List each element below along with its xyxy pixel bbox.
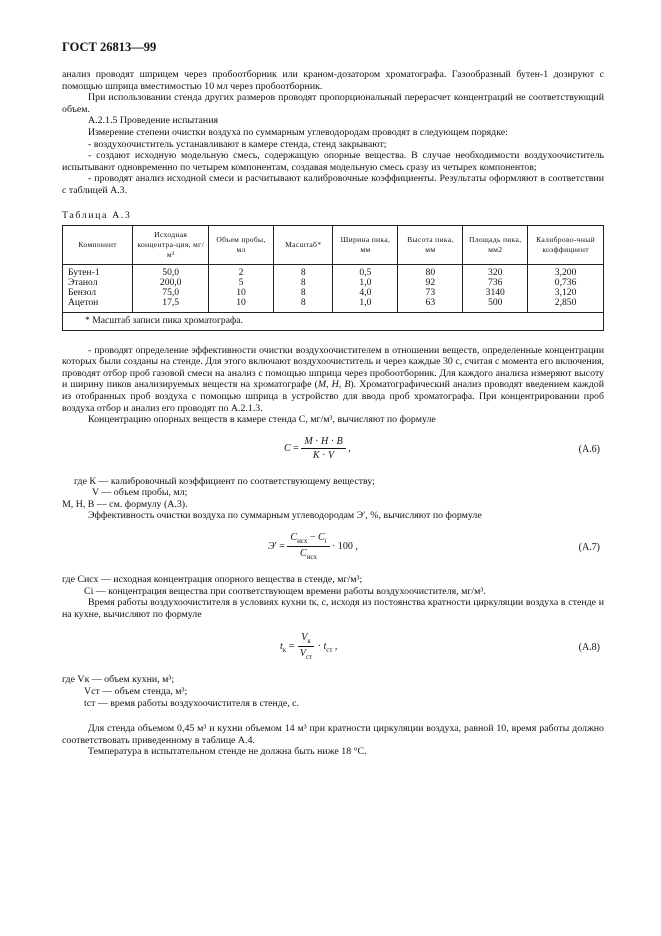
list-item: - воздухоочиститель устанавливают в камере стенда, стенд закрывают;	[88, 138, 387, 150]
table-cell: 3140	[463, 288, 528, 298]
where-clause: Ci — концентрация вещества при соответствующем времени работы воздухоочистителя, мг/м³.	[84, 585, 486, 597]
table-cell: 2	[209, 264, 274, 278]
table-cell: 8	[273, 264, 333, 278]
table-cell: 8	[273, 278, 333, 288]
where-clause: М, Н, В — см. формулу (А.3).	[62, 498, 188, 510]
column-header: Калиброво-чный коэффициент	[528, 225, 604, 264]
table-row	[63, 264, 604, 278]
column-header: Ширина пика, мм	[333, 225, 398, 264]
where-clause: tст — время работы воздухоочистителя в стенде, с.	[84, 697, 300, 709]
table-cell: 63	[398, 298, 463, 313]
table-cell: 92	[398, 278, 463, 288]
paragraph: Эффективность очистки воздуха по суммарным углеводородам Э′, %, вычисляют по формуле	[88, 510, 482, 522]
table-cell: Бензол	[63, 288, 133, 298]
list-item: - создают исходную модельную смесь, содержащую опорные вещества. В случае необходимости воздухоочиститель испытывают одновременно по четырем компонентам, создавая модельную смесь сразу из четырех компонентов;	[62, 150, 604, 173]
table-cell: 0,736	[528, 278, 604, 288]
table-cell: 500	[463, 298, 528, 313]
paragraph: Концентрацию опорных веществ в камере стенда С, мг/м³, вычисляют по формуле	[88, 414, 436, 426]
table-cell: 1,0	[333, 278, 398, 288]
table-cell: Этанол	[63, 278, 133, 288]
table-cell: 1,0	[333, 298, 398, 313]
table-header-row	[63, 225, 604, 264]
table-cell: 320	[463, 264, 528, 278]
formula-a7: Э′ = $\frac{C_{исх} - C_i}{C_{исх}}$ · 100 , (А.7)	[268, 532, 600, 562]
table-cell: 0,5	[333, 264, 398, 278]
column-header: Высота пика, мм	[398, 225, 463, 264]
paragraph: Температура в испытательном стенде не должна быть ниже 18 °С.	[88, 746, 367, 758]
column-header: Компонент	[63, 225, 133, 264]
column-header: Исходная концентра-ция, мг/м³	[133, 225, 209, 264]
table-caption: Таблица А.3	[62, 209, 132, 221]
table-cell: 8	[273, 288, 333, 298]
where-clause: где Vк — объем кухни, м³;	[62, 674, 175, 686]
list-item: - проводят анализ исходной смеси и расчитывают калибровочные коэффициенты. Результаты оформляют в соответствии с таблицей А.3.	[62, 173, 604, 196]
table-cell: 5	[209, 278, 274, 288]
formula-number: (А.7)	[578, 542, 600, 554]
table-cell: 75,0	[133, 288, 209, 298]
table-row	[63, 288, 604, 298]
table-cell: 10	[209, 298, 274, 313]
table-note: * Масштаб записи пика хроматографа.	[63, 313, 604, 330]
paragraph: - проводят определение эффективности очистки воздухоочистителем в отношении веществ, определенные концентрации которых были созданы на стенде. Для этого включают воздухоочиститель и через каждые 30 с, считая с момента его включения, проводят отбор проб газовой смеси на анализ с помощью шприца через пробоотборник. Для каждого анализа измеряют высоту и ширину пиков анализируемых веществ на хроматографе (М, Н, В). Хроматографический анализ проводят введением каждой из отобранных проб воздуха с помощью шприца в устройство для ввода проб хроматографа. При концентрировании проб воздуха отбор и анализ его проводят по А.2.1.3.	[62, 344, 604, 414]
column-header: Площадь пика, мм2	[463, 225, 528, 264]
where-clause: V — объем пробы, мл;	[92, 487, 188, 499]
table-cell: Ацетон	[63, 298, 133, 313]
table-cell: 17,5	[133, 298, 209, 313]
table-cell: Бутен-1	[63, 264, 133, 278]
table-cell: 2,850	[528, 298, 604, 313]
table-cell: 10	[209, 288, 274, 298]
table-cell: 3,200	[528, 264, 604, 278]
table-cell: 4,0	[333, 288, 398, 298]
paragraph: анализ проводят шприцем через пробоотборник или краном-дозатором хроматографа. Газообразный бутен-1 дозируют с помощью шприца вместимостью 10 мл через пробоотборник.	[62, 69, 604, 92]
where-clause: где К — калибровочный коэффициент по соответствующему веществу;	[74, 475, 375, 487]
table-cell: 3,120	[528, 288, 604, 298]
data-table	[62, 225, 604, 331]
section-heading: А.2.1.5 Проведение испытания	[88, 115, 219, 127]
where-clause: где Cисх — исходная концентрация опорного вещества в стенде, мг/м³;	[62, 574, 363, 586]
where-clause: Vст — объем стенда, м³;	[84, 686, 188, 698]
formula-number: (А.8)	[578, 642, 600, 654]
paragraph: Для стенда объемом 0,45 м³ и кухни объемом 14 м³ при кратности циркуляции воздуха, равной 10, время работы должно соответствовать приведенному в таблице А.4.	[62, 723, 604, 746]
table-cell: 736	[463, 278, 528, 288]
table-cell: 73	[398, 288, 463, 298]
formula-a8: $t_к$ = $\frac{V_к}{V_{ст}}$ · $t_{ст}$ , (А.8)	[280, 632, 600, 662]
formula-a6: C = $\frac{M \cdot H \cdot B}{K \cdot V}$ , (А.6)	[284, 435, 600, 461]
table-row	[63, 278, 604, 288]
table-cell: 80	[398, 264, 463, 278]
document-header: ГОСТ 26813—99	[62, 40, 157, 54]
table-note-row	[63, 313, 604, 330]
formula-number: (А.6)	[578, 443, 600, 455]
paragraph: Время работы воздухоочистителя в условиях кухни tк, с, исходя из постоянства кратности циркуляции воздуха в стенде и на кухне, вычисляют по формуле	[62, 597, 604, 620]
column-header: Объем пробы, мл	[209, 225, 274, 264]
table-cell: 50,0	[133, 264, 209, 278]
paragraph: Измерение степени очистки воздуха по суммарным углеводородам проводят в следующем порядке:	[88, 126, 508, 138]
table-cell: 200,0	[133, 278, 209, 288]
paragraph: При использовании стенда других размеров проводят пропорциональный перерасчет концентраций не соответствующий объем.	[62, 92, 604, 115]
column-header: Масштаб*	[273, 225, 333, 264]
table-cell: 8	[273, 298, 333, 313]
table-row	[63, 298, 604, 313]
document-page	[62, 40, 604, 758]
